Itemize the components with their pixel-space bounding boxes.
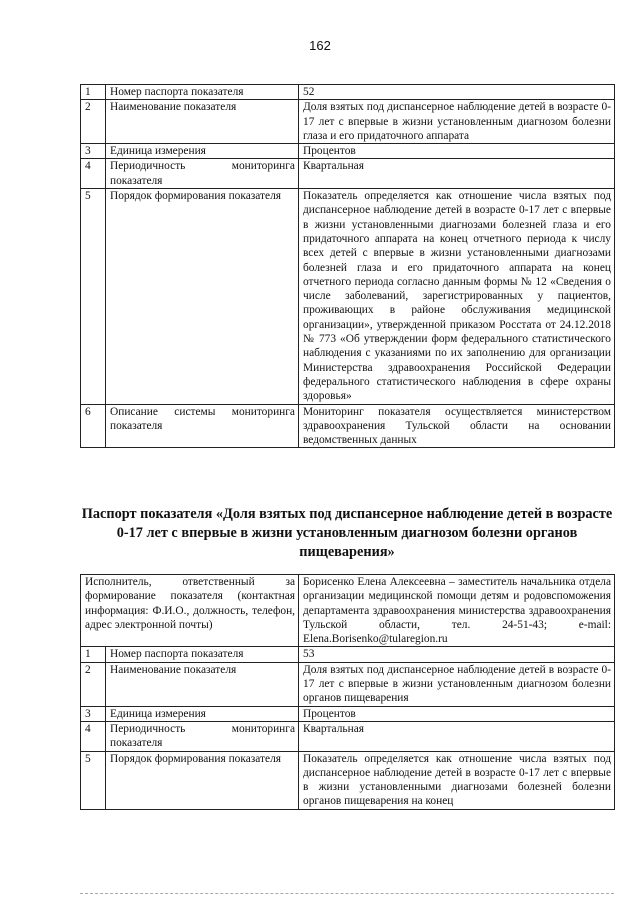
table-row bbox=[81, 85, 615, 100]
row-label: Периодичность мониторинга показателя bbox=[106, 721, 299, 751]
table-row bbox=[81, 721, 615, 751]
indicator-passport-table-52 bbox=[80, 84, 615, 448]
row-number: 6 bbox=[81, 404, 106, 448]
row-number: 1 bbox=[81, 85, 106, 100]
row-number: 3 bbox=[81, 144, 106, 159]
row-number: 3 bbox=[81, 706, 106, 721]
table-row bbox=[81, 404, 615, 448]
table-row bbox=[81, 751, 615, 809]
table-row bbox=[81, 647, 615, 662]
indicator-passport-table-53 bbox=[80, 574, 615, 810]
passport-title: Паспорт показателя «Доля взятых под диспансерное наблюдение детей в возрасте 0-17 лет с впервые в жизни установленным диагнозом болезни органов пищеварения» bbox=[81, 506, 613, 560]
row-number: 4 bbox=[81, 721, 106, 751]
row-label: Единица измерения bbox=[106, 144, 299, 159]
row-label: Номер паспорта показателя bbox=[106, 647, 299, 662]
scan-edge-divider bbox=[80, 893, 614, 897]
row-label: Единица измерения bbox=[106, 706, 299, 721]
row-number: 5 bbox=[81, 189, 106, 404]
row-label: Периодичность мониторинга показателя bbox=[106, 159, 299, 189]
row-value: Доля взятых под диспансерное наблюдение детей в возрасте 0-17 лет с впервые в жизни установленным диагнозом болезни органов пищеварения bbox=[299, 662, 615, 706]
row-value: Показатель определяется как отношение числа взятых под диспансерное наблюдение детей в возрасте 0-17 лет с впервые в жизни установленными диагнозами болезней болезни органов пищеварения на конец bbox=[299, 751, 615, 809]
row-value: 52 bbox=[299, 85, 615, 100]
row-value: Мониторинг показателя осуществляется министерством здравоохранения Тульской области на основании ведомственных данных bbox=[299, 404, 615, 448]
row-value: Показатель определяется как отношение числа взятых под диспансерное наблюдение детей в возрасте 0-17 лет с впервые в жизни установленными диагнозами болезней глаза и его придаточного аппарата на конец отчетного периода к числу всех детей с впервые в жизни установленными диагнозами болезней глаза и его придаточного аппарата на конец отчетного периода согласно данным формы № 12 «Сведения о числе заболеваний, зарегистрированных у пациентов, проживающих в районе обслуживания медицинской организации», утвержденной приказом Росстата от 24.12.2018 № 773 «Об утверждении форм федерального статистического наблюдения с указаниями по их заполнению для организации Министерства здравоохранения Российской Федерации федерального статистического наблюдения в сфере охраны здоровья» bbox=[299, 189, 615, 404]
row-label: Описание системы мониторинга показателя bbox=[106, 404, 299, 448]
row-value: Квартальная bbox=[299, 721, 615, 751]
row-label: Наименование показателя bbox=[106, 100, 299, 144]
row-label: Порядок формирования показателя bbox=[106, 751, 299, 809]
row-value: 53 bbox=[299, 647, 615, 662]
row-number: 4 bbox=[81, 159, 106, 189]
row-label: Наименование показателя bbox=[106, 662, 299, 706]
table-row bbox=[81, 189, 615, 404]
row-value: Процентов bbox=[299, 144, 615, 159]
row-label: Порядок формирования показателя bbox=[106, 189, 299, 404]
table-row bbox=[81, 706, 615, 721]
executor-row bbox=[81, 575, 615, 647]
row-value: Процентов bbox=[299, 706, 615, 721]
executor-value: Борисенко Елена Алексеевна – заместитель начальника отдела организации медицинской помощи детям и родовспоможения департамента здравоохранения министерства здравоохранения Тульской области, тел. 24-51-43; e-mail: Elena.Borisenko@tularegion.ru bbox=[299, 575, 615, 647]
row-label: Номер паспорта показателя bbox=[106, 85, 299, 100]
row-value: Квартальная bbox=[299, 159, 615, 189]
page-number: 162 bbox=[309, 38, 331, 53]
row-number: 1 bbox=[81, 647, 106, 662]
row-number: 2 bbox=[81, 100, 106, 144]
table-row bbox=[81, 159, 615, 189]
executor-label: Исполнитель, ответственный за формирование показателя (контактная информация: Ф.И.О., должность, телефон, адрес электронной почты) bbox=[81, 575, 299, 647]
row-number: 2 bbox=[81, 662, 106, 706]
row-number: 5 bbox=[81, 751, 106, 809]
table-row bbox=[81, 662, 615, 706]
row-value: Доля взятых под диспансерное наблюдение детей в возрасте 0-17 лет с впервые в жизни установленным диагнозом болезни глаза и его придаточного аппарата bbox=[299, 100, 615, 144]
table-row bbox=[81, 100, 615, 144]
table-row bbox=[81, 144, 615, 159]
